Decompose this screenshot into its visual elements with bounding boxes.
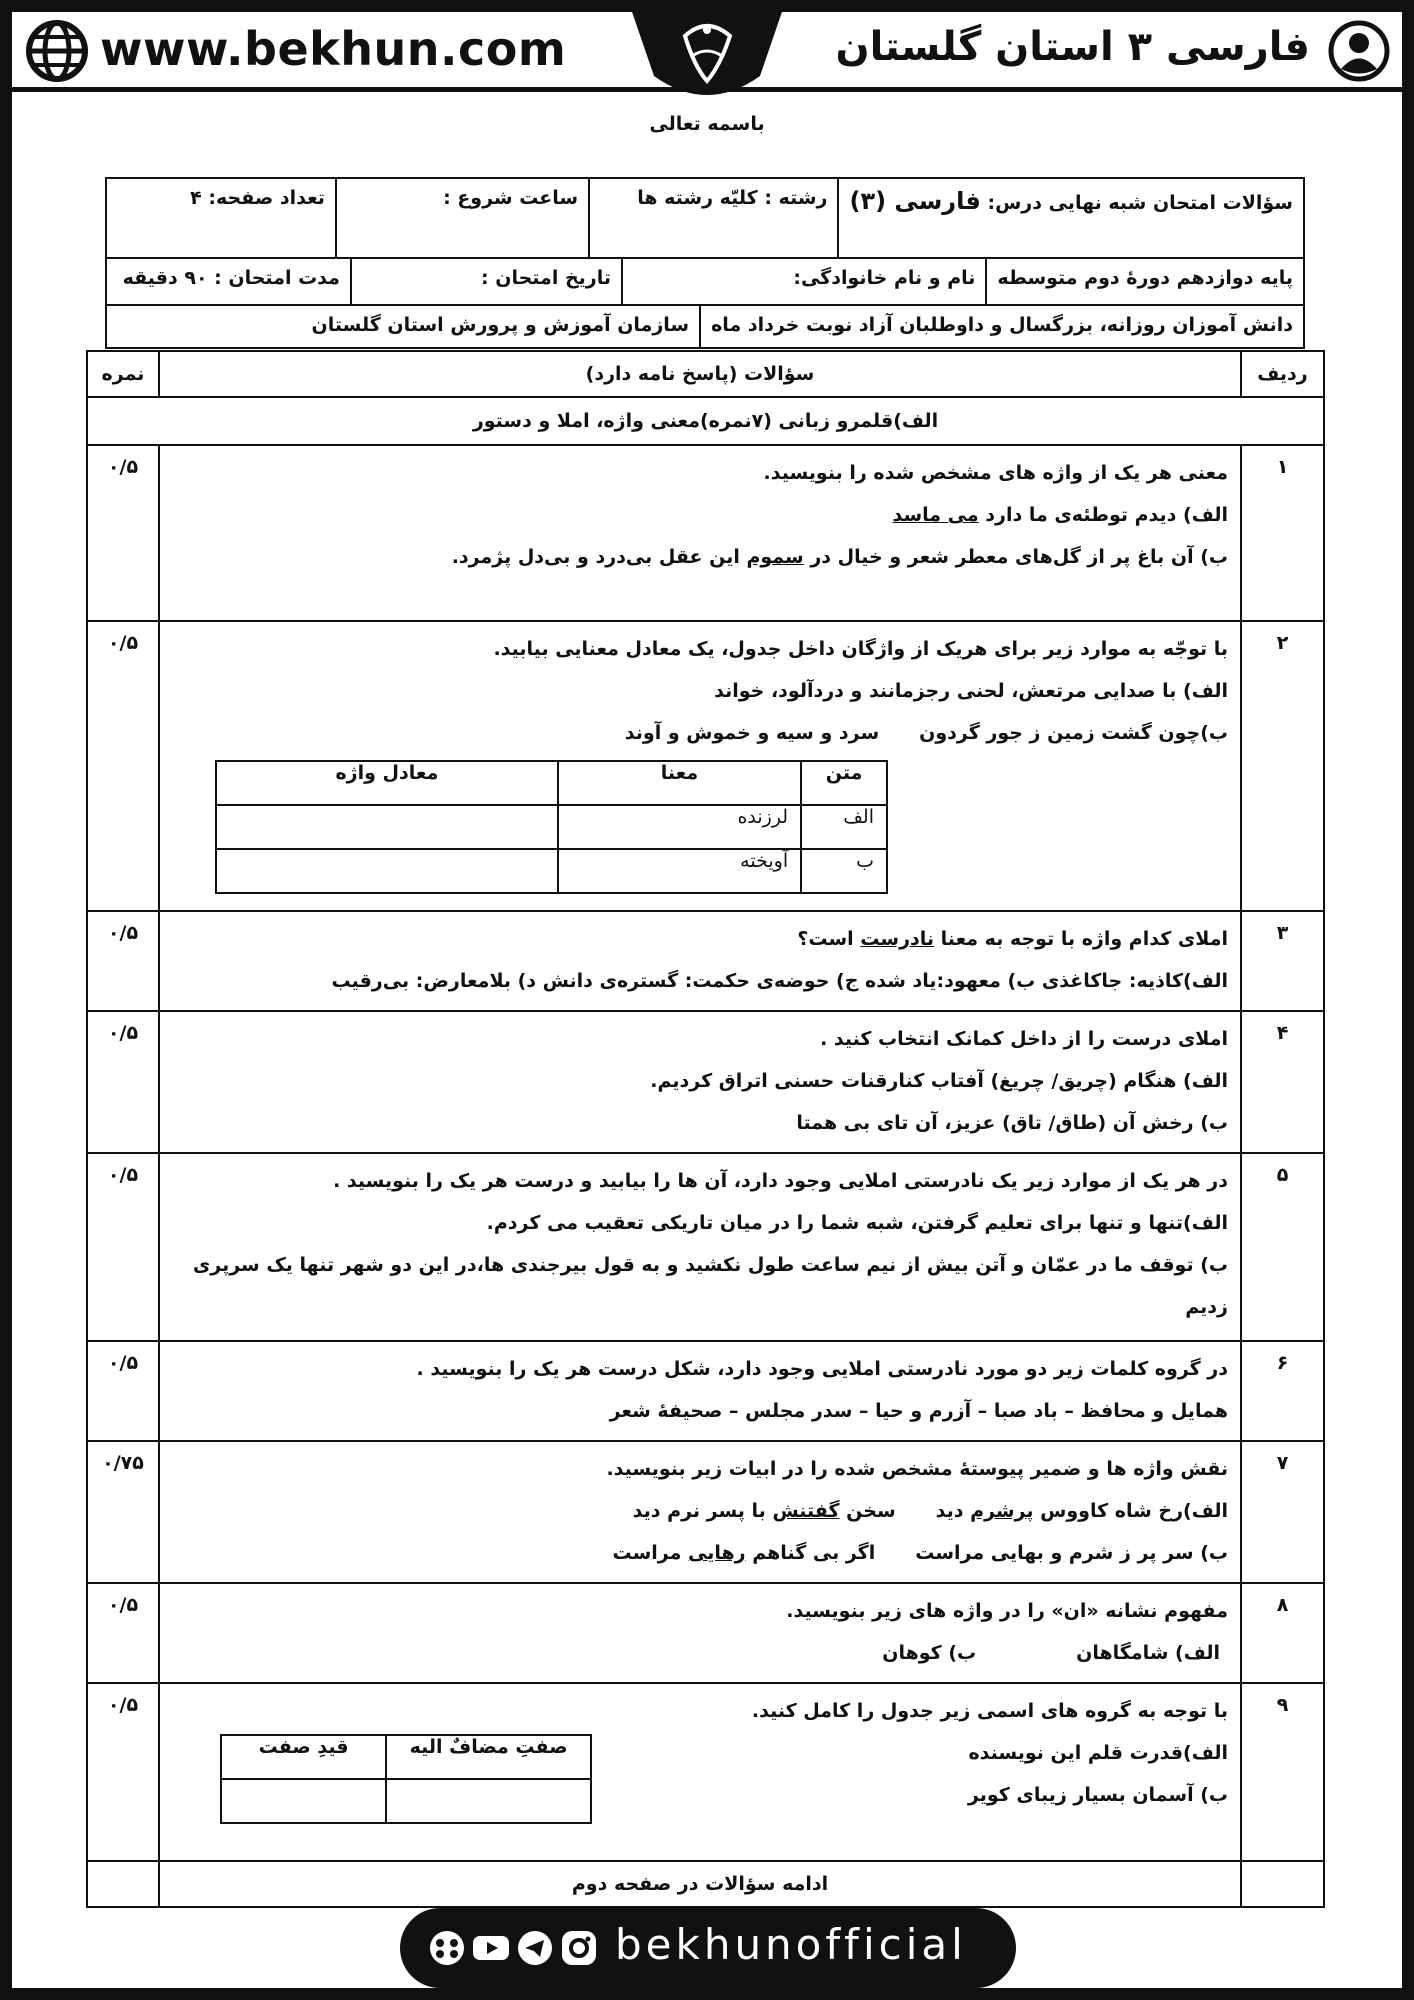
th-adverb-adjective: قیدِ صفت (221, 1735, 386, 1779)
question-score: ۰/۵ (87, 1683, 159, 1861)
question-number: ۱ (1241, 445, 1324, 621)
question-body (159, 1683, 1241, 1861)
question-part-b: ب) سر پر ز شرم و بهایی مراستاگر بی گناهم رهایی مراست (612, 1542, 1228, 1564)
question-options: الف)کاذیه: جاکاغذی ب) معهود:یاد شده ج) حوضه‌ی حکمت: گستره‌ی دانش د) بلامعارض: بی‌رقیب (331, 970, 1228, 992)
question-parts: الف) شامگاهانب) کوهان (882, 1642, 1220, 1664)
col-questions-header: سؤالات (پاسخ نامه دارد) (159, 351, 1241, 397)
course-title: فارسی ۳ استان گلستان (835, 24, 1310, 70)
question-part-b: ب) توقف ما در عمّان و آتن بیش از نیم ساعت طول نکشید و به قول بیرجندی ها،در این دو شهر تنها یک سرپری زدیم (192, 1254, 1228, 1318)
question-prompt: املای درست را از داخل کمانک انتخاب کنید . (820, 1028, 1228, 1050)
field-cell: رشته : کلیّه رشته ها (589, 178, 838, 258)
question-part-a: الف)رخ شاه کاووس پرشرم دیدسخن گفتنش با پسر نرم دید (632, 1500, 1228, 1522)
question-prompt: املای کدام واژه با توجه به معنا نادرست است؟ (797, 928, 1228, 950)
th-adj-possessive: صفتِ مضافٌ الیه (386, 1735, 591, 1779)
row-label: ب (801, 849, 887, 893)
question-prompt: در هر یک از موارد زیر یک نادرستی املایی وجود دارد، آن ها را بیابید و درست هر یک را بنویسید . (333, 1170, 1228, 1192)
organization-cell: سازمان آموزش و پرورش استان گلستان (106, 305, 700, 348)
question-score: ۰/۵ (87, 1011, 159, 1153)
question-number: ۳ (1241, 911, 1324, 1011)
exam-title-cell (838, 178, 1304, 258)
instagram-icon[interactable] (560, 1929, 598, 1967)
question-row-4 (87, 1011, 1324, 1153)
name-cell: نام و نام خانوادگی: (622, 258, 986, 305)
question-prompt: نقش واژه ها و ضمیر پیوستۀ مشخص شده را در ابیات زیر بنویسید. (606, 1458, 1228, 1480)
youtube-icon[interactable] (472, 1929, 510, 1967)
question-prompt: مفهوم نشانه «ان» را در واژه های زیر بنویسید. (786, 1600, 1228, 1622)
grade-cell: پایه دوازدهم دورۀ دوم متوسطه (986, 258, 1304, 305)
question-part-a: الف) دیدم توطئه‌ی ما دارد می ماسد (892, 504, 1228, 526)
duration-cell: مدت امتحان : ۹۰ دقیقه (106, 258, 351, 305)
question-row-5 (87, 1153, 1324, 1341)
question-row-6 (87, 1341, 1324, 1441)
site-url[interactable]: www.bekhun.com (100, 22, 567, 76)
question-body (159, 621, 1241, 911)
col-row-header: ردیف (1241, 351, 1324, 397)
question-body (159, 1583, 1241, 1683)
row-meaning: لرزنده (558, 805, 801, 849)
start-time-cell: ساعت شروع : (336, 178, 589, 258)
answer-cell[interactable] (221, 1779, 386, 1823)
info-table-row2 (105, 257, 1305, 306)
continue-note: ادامه سؤالات در صفحه دوم (159, 1861, 1241, 1907)
bekhun-logo (630, 6, 784, 102)
info-table-row1 (105, 177, 1305, 259)
question-row-1 (87, 445, 1324, 621)
section-a-header: الف)قلمرو زبانی (۷نمره)معنی واژه، املا و دستور (87, 397, 1324, 445)
aparat-icon[interactable] (428, 1929, 466, 1967)
question-number: ۲ (1241, 621, 1324, 911)
row-label: الف (801, 805, 887, 849)
exam-date-cell: تاریخ امتحان : (351, 258, 622, 305)
basmala: باسمه تعالی (649, 113, 765, 135)
question-row-9 (87, 1683, 1324, 1861)
question-number: ۹ (1241, 1683, 1324, 1861)
questions-table (86, 350, 1325, 1908)
question-number: ۷ (1241, 1441, 1324, 1583)
footer-handle[interactable]: bekhunofficial (615, 1920, 967, 1969)
question-prompt: معنی هر یک از واژه های مشخص شده را بنویسید. (763, 462, 1228, 484)
question-score: ۰/۷۵ (87, 1441, 159, 1583)
page-count-cell: تعداد صفحه: ۴ (106, 178, 336, 258)
th-text: متن (801, 761, 887, 805)
question-row-3 (87, 911, 1324, 1011)
question-body (159, 1441, 1241, 1583)
answer-cell[interactable] (216, 849, 558, 893)
question-part-b: ب) آسمان بسیار زیبای کویر (967, 1784, 1228, 1806)
question-body (159, 445, 1241, 621)
question-body (159, 1341, 1241, 1441)
question-part-b: ب) رخش آن (طاق/ تاق) عزیز، آن تای بی همتا (796, 1112, 1228, 1134)
question-part-a: الف)قدرت قلم این نویسنده (968, 1742, 1228, 1764)
question-body (159, 911, 1241, 1011)
question-score: ۰/۵ (87, 1153, 159, 1341)
question-score: ۰/۵ (87, 911, 159, 1011)
user-icon (1328, 20, 1390, 82)
info-table-row3 (105, 304, 1305, 349)
globe-icon (26, 20, 88, 82)
answer-cell[interactable] (386, 1779, 591, 1823)
question-number: ۶ (1241, 1341, 1324, 1441)
row-meaning: آویخته (558, 849, 801, 893)
question-row-7 (87, 1441, 1324, 1583)
students-cell: دانش آموزان روزانه، بزرگسال و داوطلبان آزاد نوبت خرداد ماه (700, 305, 1304, 348)
question-score: ۰/۵ (87, 445, 159, 621)
exam-title-course: فارسی (۳) (849, 187, 981, 215)
question-part-b: ب) آن باغ پر از گل‌های معطر شعر و خیال در سموم این عقل بی‌درد و بی‌دل پژمرد. (451, 546, 1228, 568)
th-equivalent: معادل واژه (216, 761, 558, 805)
q2-answer-table (215, 760, 888, 894)
answer-cell[interactable] (216, 805, 558, 849)
question-score: ۰/۵ (87, 1341, 159, 1441)
question-prompt: با توجّه به موارد زیر برای هریک از واژگان داخل جدول، یک معادل معنایی بیابید. (493, 638, 1228, 660)
question-part-a: الف) با صدایی مرتعش، لحنی رجزمانند و دردآلود، خواند (714, 680, 1228, 702)
q9-answer-table (220, 1734, 592, 1824)
th-meaning: معنا (558, 761, 801, 805)
top-header (12, 12, 1402, 92)
question-score: ۰/۵ (87, 1583, 159, 1683)
telegram-icon[interactable] (516, 1929, 554, 1967)
question-part-a: الف) هنگام (چریق/ چریغ) آفتاب کنارقنات حسنی اتراق کردیم. (650, 1070, 1228, 1092)
question-number: ۵ (1241, 1153, 1324, 1341)
question-row-2 (87, 621, 1324, 911)
continue-row (87, 1861, 1324, 1907)
exam-title-prefix: سؤالات امتحان شبه نهایی درس: (987, 192, 1293, 214)
question-number: ۴ (1241, 1011, 1324, 1153)
footer-social-bar (400, 1908, 1016, 1988)
question-body (159, 1011, 1241, 1153)
question-score: ۰/۵ (87, 621, 159, 911)
question-row-8 (87, 1583, 1324, 1683)
question-number: ۸ (1241, 1583, 1324, 1683)
col-score-header: نمره (87, 351, 159, 397)
question-part-a: الف)تنها و تنها برای تعلیم گرفتن، شبه شما را در میان تاریکی تعقیب می کردم. (486, 1212, 1228, 1234)
question-words: همایل و محافظ – باد صبا – آزرم و حیا – سدر مجلس – صحیفۀ شعر (609, 1400, 1228, 1422)
question-prompt: در گروه کلمات زیر دو مورد نادرستی املایی وجود دارد، شکل درست هر یک را بنویسید . (416, 1358, 1228, 1380)
question-prompt: با توجه به گروه های اسمی زیر جدول را کامل کنید. (751, 1700, 1228, 1722)
question-body (159, 1153, 1241, 1341)
question-part-b: ب)چون گشت زمین ز جور گردونسرد و سیه و خموش و آوند (624, 722, 1228, 744)
